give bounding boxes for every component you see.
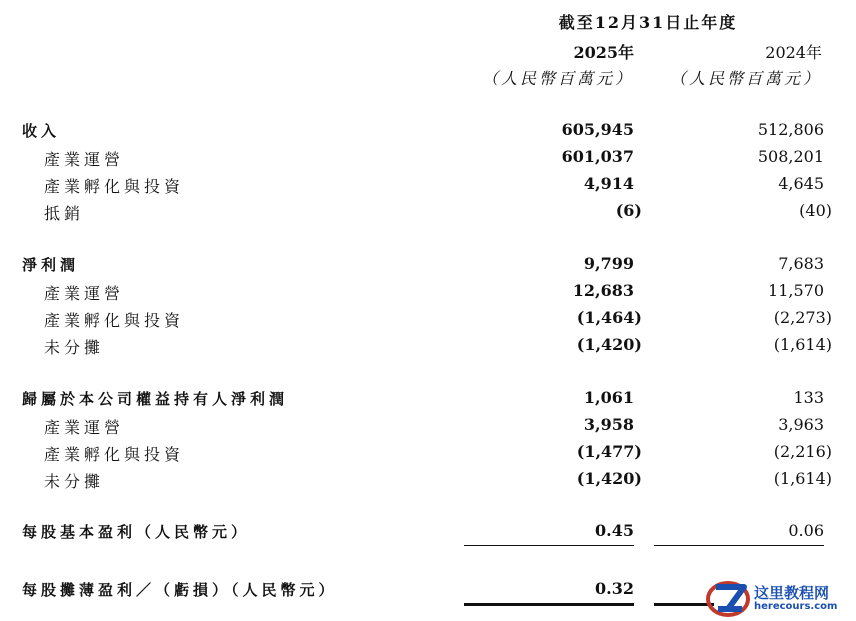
watermark-title: 这里教程网 <box>754 583 830 602</box>
row-label: 未分攤 <box>44 472 105 491</box>
row-label: 產業運營 <box>44 284 125 303</box>
current-value: (1,464) <box>576 308 642 327</box>
current-value: (1,420) <box>576 469 642 488</box>
year-previous-heading: 2024年 <box>765 43 822 62</box>
table-row <box>0 281 856 307</box>
table-row <box>0 147 856 173</box>
table-row <box>0 469 856 495</box>
table-row <box>0 442 856 468</box>
current-value: 12,683 <box>572 281 634 300</box>
current-value: (6) <box>615 201 642 220</box>
row-label: 產業孵化與投資 <box>44 177 185 196</box>
previous-value: 0.06 <box>788 521 824 540</box>
year-current-heading: 2025年 <box>573 43 634 62</box>
z-logo-icon <box>706 579 750 619</box>
table-row <box>0 388 856 414</box>
previous-value: 512,806 <box>757 120 824 139</box>
current-value: 605,945 <box>561 120 634 139</box>
row-label: 歸屬於本公司權益持有人淨利潤 <box>22 390 289 408</box>
current-value: 0.32 <box>595 579 634 598</box>
previous-value: 4,645 <box>778 174 824 193</box>
table-row <box>0 415 856 441</box>
underline-rule <box>654 545 824 546</box>
previous-value: 3,963 <box>778 415 824 434</box>
double-underline-rule <box>464 603 634 606</box>
row-label: 每股攤薄盈利／（虧損）（人民幣元） <box>22 581 338 599</box>
table-row <box>0 201 856 227</box>
current-value: 4,914 <box>583 174 634 193</box>
previous-value: 133 <box>793 388 824 407</box>
current-value: 601,037 <box>561 147 634 166</box>
table-row <box>0 335 856 361</box>
previous-value: 7,683 <box>778 254 824 273</box>
previous-value: (2,216) <box>773 442 832 461</box>
row-label: 產業運營 <box>44 418 125 437</box>
previous-value: 508,201 <box>757 147 824 166</box>
current-value: 1,061 <box>583 388 634 407</box>
table-row <box>0 308 856 334</box>
current-value: (1,420) <box>576 335 642 354</box>
row-label: 抵銷 <box>44 204 85 223</box>
previous-value: (1,614) <box>773 335 832 354</box>
watermark-url: herecours.com <box>754 601 838 613</box>
unit-current-heading: （人民幣百萬元） <box>481 69 634 88</box>
row-label: 產業運營 <box>44 150 125 169</box>
row-label: 淨利潤 <box>22 256 80 274</box>
current-value: (1,477) <box>576 442 642 461</box>
current-value: 9,799 <box>583 254 634 273</box>
previous-value: (1,614) <box>773 469 832 488</box>
table-row <box>0 254 856 280</box>
table-row <box>0 120 856 146</box>
period-heading: 截至12月31日止年度 <box>558 13 738 32</box>
row-label: 未分攤 <box>44 338 105 357</box>
row-label: 產業孵化與投資 <box>44 445 185 464</box>
table-row <box>0 521 856 547</box>
previous-value: (2,273) <box>773 308 832 327</box>
row-label: 收入 <box>22 122 61 140</box>
double-underline-rule <box>654 603 714 606</box>
underline-rule <box>464 545 634 546</box>
table-row <box>0 174 856 200</box>
current-value: 3,958 <box>583 415 634 434</box>
previous-value: 11,570 <box>768 281 824 300</box>
watermark <box>706 576 856 621</box>
unit-previous-heading: （人民幣百萬元） <box>669 69 822 88</box>
current-value: 0.45 <box>595 521 634 540</box>
row-label: 產業孵化與投資 <box>44 311 185 330</box>
row-label: 每股基本盈利（人民幣元） <box>22 523 251 541</box>
previous-value: (40) <box>799 201 832 220</box>
